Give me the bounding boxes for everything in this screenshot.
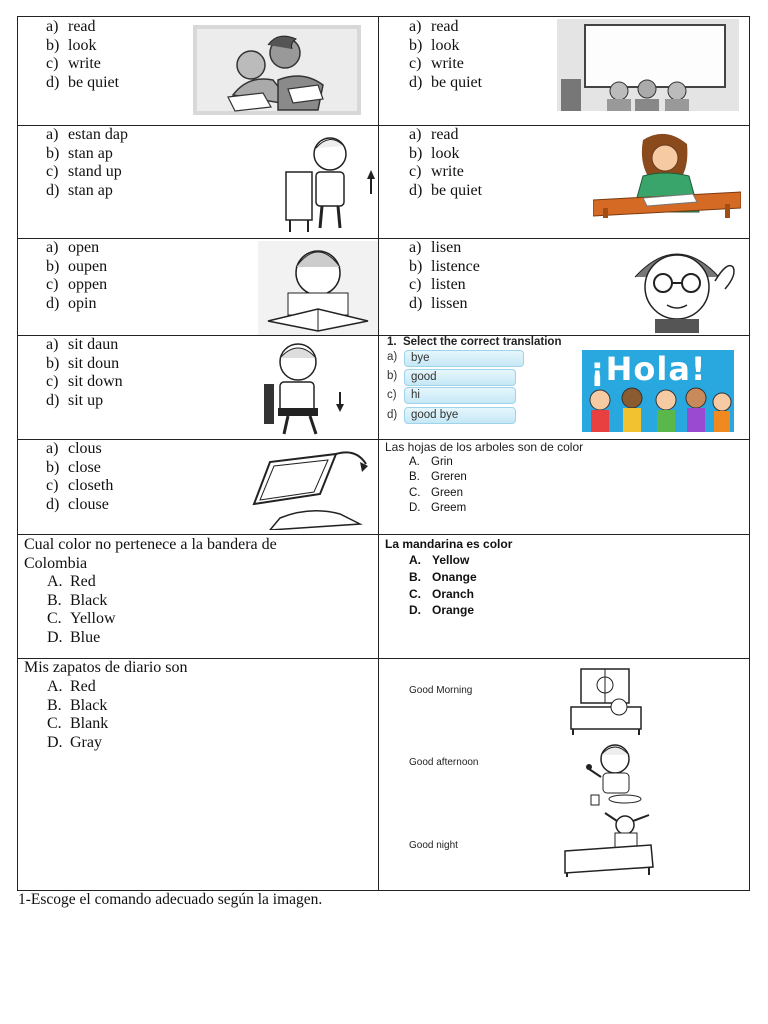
option: A. Red (47, 678, 96, 695)
zapatos-question: Mis zapatos de diario son (24, 659, 188, 676)
row1-left-cell (17, 16, 379, 126)
option: c) sit down (46, 373, 123, 391)
greeting-good-afternoon: Good afternoon (409, 757, 479, 768)
zapatos-options (47, 678, 108, 752)
option-letter: c) (387, 389, 397, 401)
translation-option-good-bye: good bye (404, 407, 516, 424)
option: C. Oranch (409, 586, 475, 601)
option: a) read (409, 126, 459, 143)
row6-right-cell (378, 534, 750, 659)
row4-right-cell (378, 335, 750, 440)
hola-banner-text: ¡Hola! (590, 350, 707, 388)
option: b) oupen (46, 257, 108, 275)
option: D. Greem (409, 502, 467, 515)
row4-left-options (46, 336, 123, 410)
option: a) open (46, 239, 100, 256)
teacher-writing-icon (593, 130, 741, 218)
option: b) listence (409, 257, 480, 275)
boy-eating-icon (585, 741, 647, 807)
option: A. Red (47, 573, 96, 590)
boy-stretching-in-bed-icon (563, 811, 655, 877)
option: d) be quiet (409, 181, 483, 199)
option: c) oppen (46, 276, 108, 294)
option: d) opin (46, 294, 97, 312)
option-letter: a) (387, 351, 398, 363)
option: B. Greren (409, 471, 467, 484)
option: c) write (409, 163, 464, 181)
boy-open-book-icon (258, 241, 378, 335)
row3-right-options (409, 239, 480, 313)
row6-left-cell (17, 534, 379, 659)
children-reading-icon (193, 25, 361, 115)
girl-sitting-icon (254, 338, 364, 438)
row2-left-cell (17, 125, 379, 239)
row3-left-options (46, 239, 107, 313)
leaves-question: Las hojas de los arboles son de color (385, 440, 584, 454)
option: B. Onange (409, 569, 477, 584)
leaves-options (409, 455, 467, 517)
option: b) close (46, 458, 101, 476)
option: C. Yellow (47, 610, 116, 628)
option-letter: b) (387, 370, 398, 382)
row1-left-options (46, 18, 119, 92)
option: C. Blank (47, 715, 109, 733)
row2-left-options (46, 126, 128, 200)
row1-right-options (409, 18, 482, 92)
boy-waking-up-icon (567, 667, 645, 735)
option: d) clouse (46, 495, 109, 513)
row2-right-options (409, 126, 482, 200)
option: d) be quiet (46, 73, 120, 91)
option: c) write (409, 55, 464, 73)
greeting-good-morning: Good Morning (409, 685, 473, 696)
option: d) be quiet (409, 73, 483, 91)
option: b) look (409, 144, 460, 162)
option: B. Black (47, 591, 108, 609)
row4-left-cell (17, 335, 379, 440)
option: b) stan ap (46, 144, 113, 162)
colombia-question-line2: Colombia (24, 555, 88, 572)
translation-title: 1. Select the correct translation (387, 336, 562, 348)
option: b) sit doun (46, 354, 120, 372)
option: A. Grin (409, 456, 453, 468)
row1-right-cell (378, 16, 750, 126)
row2-right-cell (378, 125, 750, 239)
option: b) look (46, 36, 97, 54)
translation-option-bye: bye (404, 350, 524, 367)
row3-right-cell (378, 238, 750, 336)
option: c) write (46, 55, 101, 73)
option: a) lisen (409, 239, 462, 256)
option: a) clous (46, 440, 102, 457)
translation-option-hi: hi (404, 387, 516, 404)
row3-left-cell (17, 238, 379, 336)
option: D. Gray (47, 733, 102, 751)
option: A. Yellow (409, 553, 470, 567)
option: c) closeth (46, 477, 114, 495)
row5-left-cell (17, 439, 379, 535)
boy-listening-icon (615, 241, 741, 333)
mandarina-question: La mandarina es color (385, 537, 513, 551)
option: a) sit daun (46, 336, 119, 353)
row7-right-cell (378, 658, 750, 891)
closing-book-icon (250, 444, 370, 530)
colombia-options (47, 573, 116, 647)
boy-standing-icon (280, 132, 376, 236)
option: D. Orange (409, 603, 475, 618)
option: a) estan dap (46, 126, 128, 143)
option: a) read (46, 18, 96, 35)
row5-left-options (46, 440, 113, 514)
row7-left-cell (17, 658, 379, 891)
option: B. Black (47, 696, 108, 714)
option: d) stan ap (46, 181, 113, 199)
option: b) look (409, 36, 460, 54)
hola-banner (582, 350, 734, 432)
option: d) lissen (409, 294, 468, 312)
option: c) listen (409, 276, 466, 294)
kids-waving-icon (582, 384, 734, 432)
option: C. Green (409, 486, 463, 499)
instruction-footer: 1-Escoge el comando adecuado según la imagen. (18, 891, 323, 908)
option: c) stand up (46, 163, 122, 181)
classroom-board-icon (557, 19, 739, 111)
mandarina-options (409, 552, 477, 619)
row5-right-cell (378, 439, 750, 535)
greeting-good-night: Good night (409, 840, 458, 851)
colombia-question-line1: Cual color no pertenece a la bandera de (24, 536, 277, 553)
option: d) sit up (46, 391, 104, 409)
translation-option-good: good (404, 369, 516, 386)
option: a) read (409, 18, 459, 35)
option-letter: d) (387, 409, 398, 421)
option: D. Blue (47, 628, 101, 646)
